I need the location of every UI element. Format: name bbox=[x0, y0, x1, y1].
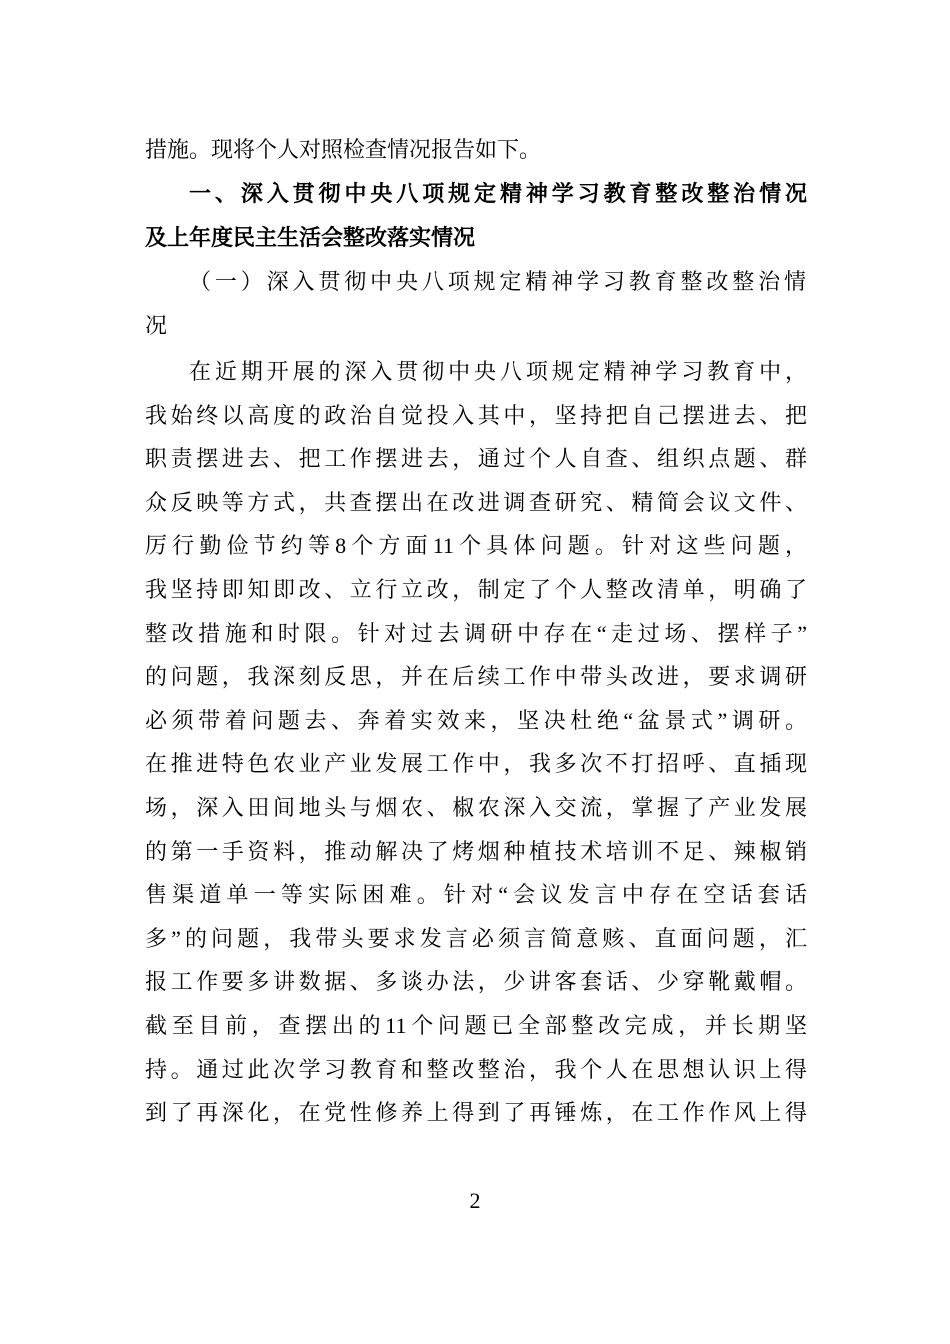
page-number: 2 bbox=[469, 1188, 481, 1213]
text-line: 必须带着问题去、奔着实效来，坚决杜绝“盆景式”调研。 bbox=[145, 707, 807, 733]
intro-paragraph bbox=[145, 128, 807, 172]
text-line: 众反映等方式，共查摆出在改进调查研究、精简会议文件、 bbox=[145, 489, 807, 515]
text-line: 在推进特色农业产业发展工作中，我多次不打招呼、直插现 bbox=[145, 751, 807, 777]
text-line: 到了再深化，在党性修养上得到了再锤炼，在工作作风上得 bbox=[145, 1100, 807, 1126]
text-line: 场，深入田间地头与烟农、椒农深入交流，掌握了产业发展 bbox=[145, 794, 807, 820]
text-line: 的问题，我深刻反思，并在后续工作中带头改进，要求调研 bbox=[145, 664, 807, 690]
text-line: 职责摆进去、把工作摆进去，通过个人自查、组织点题、群 bbox=[145, 446, 807, 472]
subheading-line: 况 bbox=[145, 312, 169, 338]
body-paragraph bbox=[145, 350, 807, 1135]
subheading-line: （一）深入贯彻中央八项规定精神学习教育整改整治情 bbox=[189, 269, 807, 294]
text-line: 持。通过此次学习教育和整改整治，我个人在思想认识上得 bbox=[145, 1056, 807, 1082]
text-line: 的第一手资料，推动解决了烤烟种植技术培训不足、辣椒销 bbox=[145, 838, 807, 864]
text-line: 整改措施和时限。针对过去调研中存在“走过场、摆样子” bbox=[145, 620, 807, 646]
heading-line: 一、深入贯彻中央八项规定精神学习教育整改整治情况 bbox=[189, 182, 807, 207]
text-line: 售渠道单一等实际困难。针对“会议发言中存在空话套话 bbox=[145, 882, 807, 908]
text-line: 报工作要多讲数据、多谈办法，少讲客套话、少穿靴戴帽。 bbox=[145, 969, 807, 995]
text-line: 我坚持即知即改、立行立改，制定了个人整改清单，明确了 bbox=[145, 576, 807, 602]
text-line: 在近期开展的深入贯彻中央八项规定精神学习教育中， bbox=[189, 359, 807, 384]
section-heading-1 bbox=[145, 173, 807, 260]
text-line: 多”的问题，我带头要求发言必须言简意赅、直面问题，汇 bbox=[145, 925, 807, 951]
text-line: 我始终以高度的政治自觉投入其中，坚持把自己摆进去、把 bbox=[145, 402, 807, 428]
text-line: 截至目前，查摆出的11个问题已全部整改完成，并长期坚 bbox=[145, 1012, 807, 1038]
text-line: 措施。现将个人对照检查情况报告如下。 bbox=[145, 137, 542, 162]
text-line: 厉行勤俭节约等8个方面11个具体问题。针对这些问题， bbox=[145, 533, 807, 559]
heading-line: 及上年度民主生活会整改落实情况 bbox=[145, 225, 476, 251]
section-heading-2 bbox=[145, 260, 807, 347]
